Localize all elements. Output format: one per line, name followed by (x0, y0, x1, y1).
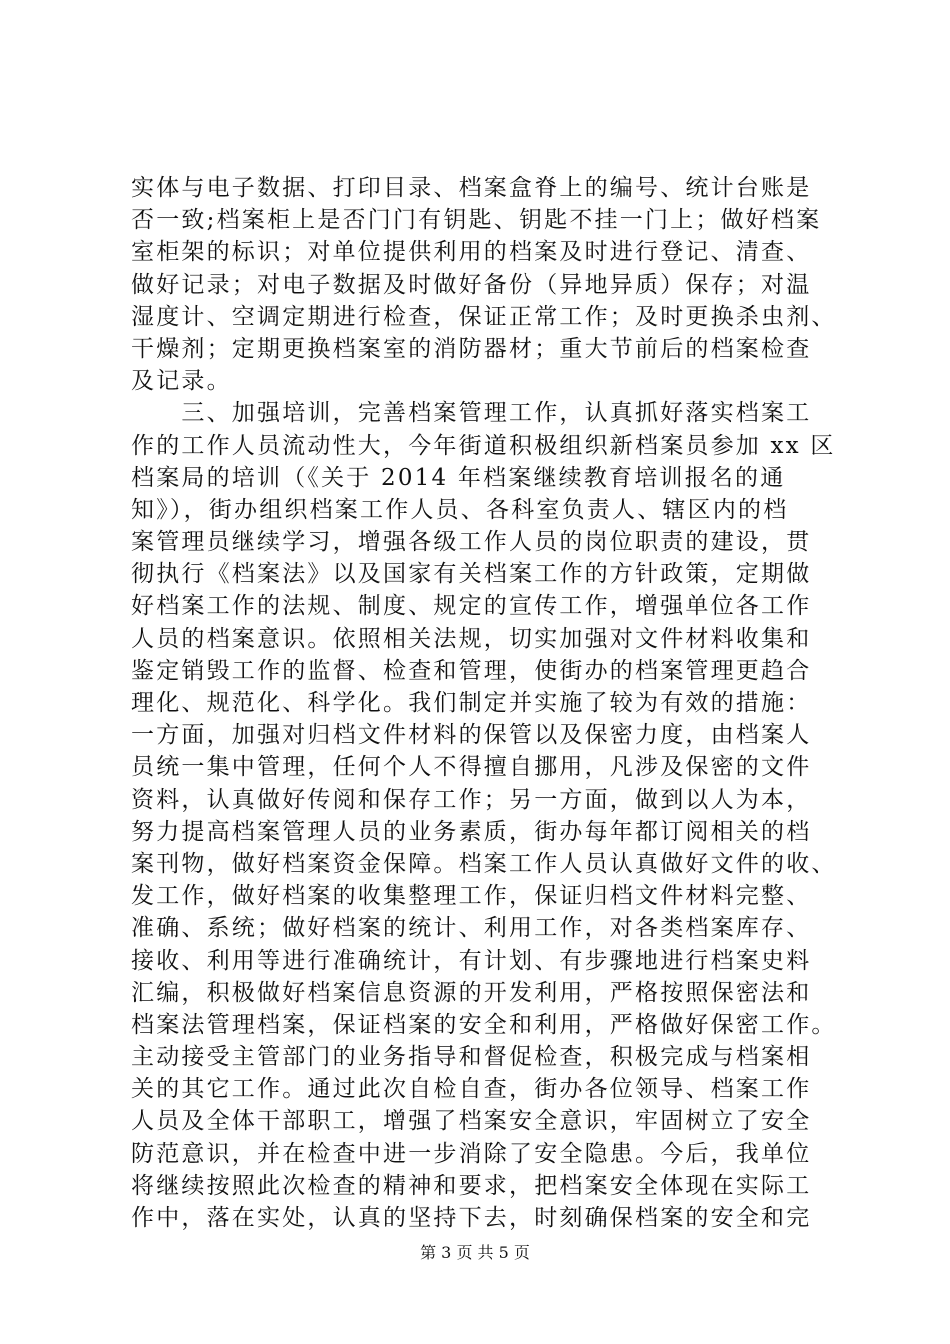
text-line: 实体与电子数据、打印目录、档案盒脊上的编号、统计台账是 (131, 175, 812, 201)
body-text (131, 172, 837, 1234)
text-line: 人员及全体干部职工，增强了档案安全意识，牢固树立了安全 (131, 1108, 812, 1135)
text-line: 人员的档案意识。依照相关法规，切实加强对文件材料收集和 (131, 625, 812, 652)
text-line: 鉴定销毁工作的监督、检查和管理，使街办的档案管理更趋合 (131, 657, 812, 684)
text-line: 做好记录；对电子数据及时做好备份（异地异质）保存；对温 (131, 271, 812, 298)
text-line: 否一致;档案柜上是否门门有钥匙、钥匙不挂一门上；做好档案 (131, 207, 822, 234)
text-line: 将继续按照此次检查的精神和要求，把档案安全体现在实际工 (131, 1172, 812, 1199)
page-footer: 第 3 页 共 5 页 (420, 1243, 530, 1262)
text-line: 湿度计、空调定期进行检查，保证正常工作；及时更换杀虫剂、 (131, 303, 837, 330)
text-line: 室柜架的标识；对单位提供利用的档案及时进行登记、清查、 (131, 239, 812, 266)
text-line: 接收、利用等进行准确统计，有计划、有步骤地进行档案史料 (131, 947, 812, 974)
text-line: 及记录。 (131, 368, 232, 395)
text-line: 一方面，加强对归档文件材料的保管以及保密力度，由档案人 (131, 722, 812, 749)
text-line: 汇编，积极做好档案信息资源的开发利用，严格按照保密法和 (131, 979, 812, 1006)
text-line: 档案局的培训（《关于 2014 年档案继续教育培训报名的通 (131, 464, 786, 491)
text-line: 主动接受主管部门的业务指导和督促检查，积极完成与档案相 (131, 1044, 812, 1071)
text-line: 知》），街办组织档案工作人员、各科室负责人、辖区内的档 (131, 496, 789, 523)
text-line: 彻执行《档案法》以及国家有关档案工作的方针政策，定期做 (131, 561, 812, 588)
text-line: 关的其它工作。通过此次自检自查，街办各位领导、档案工作 (131, 1076, 812, 1103)
text-line: 案管理员继续学习，增强各级工作人员的岗位职责的建设，贯 (131, 529, 812, 556)
text-line: 发工作，做好档案的收集整理工作，保证归档文件材料完整、 (131, 883, 812, 910)
text-line: 理化、规范化、科学化。我们制定并实施了较为有效的措施： (131, 690, 812, 716)
text-line: 干燥剂；定期更换档案室的消防器材；重大节前后的档案检查 (131, 335, 812, 362)
text-line: 三、加强培训，完善档案管理工作，认真抓好落实档案工 (131, 400, 812, 427)
text-line: 努力提高档案管理人员的业务素质，街办每年都订阅相关的档 (131, 818, 812, 845)
text-line: 资料，认真做好传阅和保存工作；另一方面，做到以人为本， (131, 786, 812, 813)
text-line: 案刊物，做好档案资金保障。档案工作人员认真做好文件的收、 (131, 850, 837, 877)
text-line: 员统一集中管理，任何个人不得擅自挪用，凡涉及保密的文件 (131, 754, 812, 781)
text-line: 作的工作人员流动性大，今年街道积极组织新档案员参加 xx 区 (131, 432, 836, 459)
text-line: 作中，落在实处，认真的坚持下去，时刻确保档案的安全和完 (131, 1205, 812, 1231)
text-line: 档案法管理档案，保证档案的安全和利用，严格做好保密工作。 (131, 1011, 837, 1038)
text-line: 好档案工作的法规、制度、规定的宣传工作，增强单位各工作 (131, 593, 812, 620)
text-line: 防范意识，并在检查中进一步消除了安全隐患。今后，我单位 (131, 1140, 812, 1167)
text-line: 准确、系统；做好档案的统计、利用工作，对各类档案库存、 (131, 915, 812, 942)
